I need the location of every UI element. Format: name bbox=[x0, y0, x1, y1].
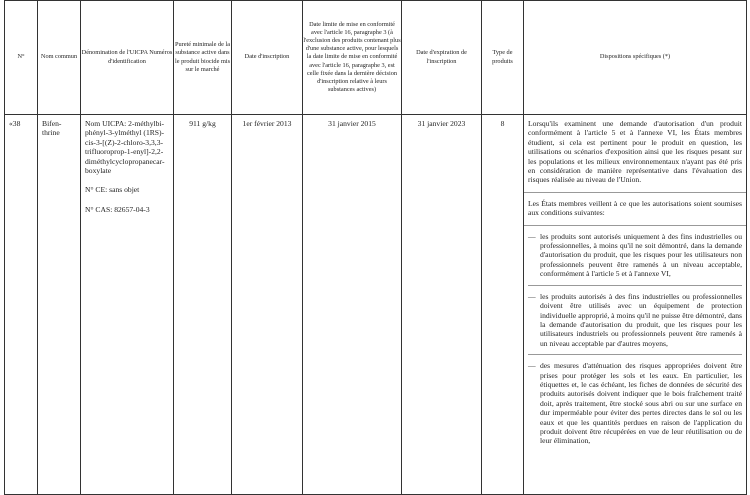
header-expiry: Date d'expiration de l'inscription bbox=[402, 1, 482, 115]
document-page bbox=[4, 0, 746, 494]
cell-product-type: 8 bbox=[482, 115, 524, 495]
list-item-text: des mesures d'atténuation des risques appropriées doivent être prises pour protéger les sols et les eaux. En particulier, les étiquettes et, le cas échéant, les fiches de données de sécurité des produits autorisés doivent indiquer que le bois fraîchement traité doit, après traitement, être stocké sous abri ou sur une surface en dur imperméable pour éviter des pertes directes dans le sol ou les eaux et que les quantités perdues en raison de l'application du produit doivent être récupérées en vue de leur réutilisation ou de leur élimination, bbox=[540, 361, 742, 446]
header-deadline: Date limite de mise en conformité avec l'article 16, paragraphe 3 (à l'exclusion des produits contenant plus d'une substance active, pour lesquels la date limite de mise en conformité avec l'article 16, paragraphe 3, est celle fixée dans la dernière décision d'inscription relative à leurs substances actives) bbox=[303, 1, 402, 115]
divider bbox=[524, 192, 746, 193]
header-inscription-date: Date d'inscription bbox=[232, 1, 303, 115]
dash-marker: — bbox=[528, 231, 536, 241]
cell-num: «38 bbox=[5, 115, 38, 495]
provision-paragraph-1: Lorsqu'ils examinent une demande d'autorisation d'un produit conformément à l'article 5 et à l'annexe VI, les États membres étudient, si cela est pertinent pour le produit en question, les utilisations ou scénarios d'exposition ainsi que les risques pesant sur les populations et les milieux environnementaux n'ayant pas été pris en considération de manière représentative dans l'évaluation des risques réalisée au niveau de l'Union. bbox=[528, 119, 742, 185]
dash-marker: — bbox=[528, 291, 536, 301]
cell-inscription-date: 1er février 2013 bbox=[232, 115, 303, 495]
substances-table bbox=[4, 0, 747, 495]
header-row bbox=[5, 1, 747, 115]
header-common-name: Nom commun bbox=[38, 1, 81, 115]
list-item-text: les produits autorisés à des fins industrielles ou professionnelles doivent être utilisés avec un équipement de protection individuelle approprié, à moins qu'il ne puisse être démontré, dans la demande d'autorisation du produit, que les risques pour les utilisateurs industriels ou professionnels peuvent être ramenés à un niveau acceptable par d'autres moyens, bbox=[540, 291, 742, 348]
cell-expiry: 31 janvier 2023 bbox=[402, 115, 482, 495]
header-purity: Pureté minimale de la substance active dans le produit biocide mis sur le marché bbox=[174, 1, 232, 115]
cell-purity: 911 g/kg bbox=[174, 115, 232, 495]
header-specific-provisions: Dispositions spécifiques (*) bbox=[524, 1, 747, 115]
header-product-type: Type de produits bbox=[482, 1, 524, 115]
iupac-name: Nom UICPA: 2-méthylbi-phényl-3-ylméthyl (1RS)-cis-3-[(Z)-2-chloro-3,3,3-trifluoroprop-1-enyl]-2,2-diméthylcyclopropanecar-boxylate bbox=[85, 119, 165, 176]
header-iupac: Dénomination de l'UICPA Numéros d'identification bbox=[81, 1, 174, 115]
cell-specific-provisions bbox=[524, 115, 747, 495]
header-num: N° bbox=[5, 1, 38, 115]
list-item-text: les produits sont autorisés uniquement à des fins industrielles ou professionnelles, à moins qu'il ne soit démontré, dans la demande d'autorisation du produit, que les risques pour les utilisateurs non professionnels peuvent être ramenés à un niveau acceptable, conformément à l'article 5 et à l'annexe VI, bbox=[540, 231, 742, 279]
cell-common-name: Bifen-thrine bbox=[38, 115, 81, 495]
table-row bbox=[5, 115, 747, 495]
cell-deadline: 31 janvier 2015 bbox=[303, 115, 402, 495]
list-item bbox=[528, 226, 742, 286]
cell-iupac bbox=[81, 115, 174, 495]
cas-number: N° CAS: 82657-04-3 bbox=[85, 204, 150, 214]
list-item bbox=[528, 355, 742, 452]
provision-paragraph-2: Les États membres veillent à ce que les autorisations soient soumises aux conditions suivantes: bbox=[528, 198, 742, 218]
dash-marker: — bbox=[528, 361, 536, 371]
ce-number: N° CE: sans objet bbox=[85, 185, 140, 195]
list-item bbox=[528, 286, 742, 355]
